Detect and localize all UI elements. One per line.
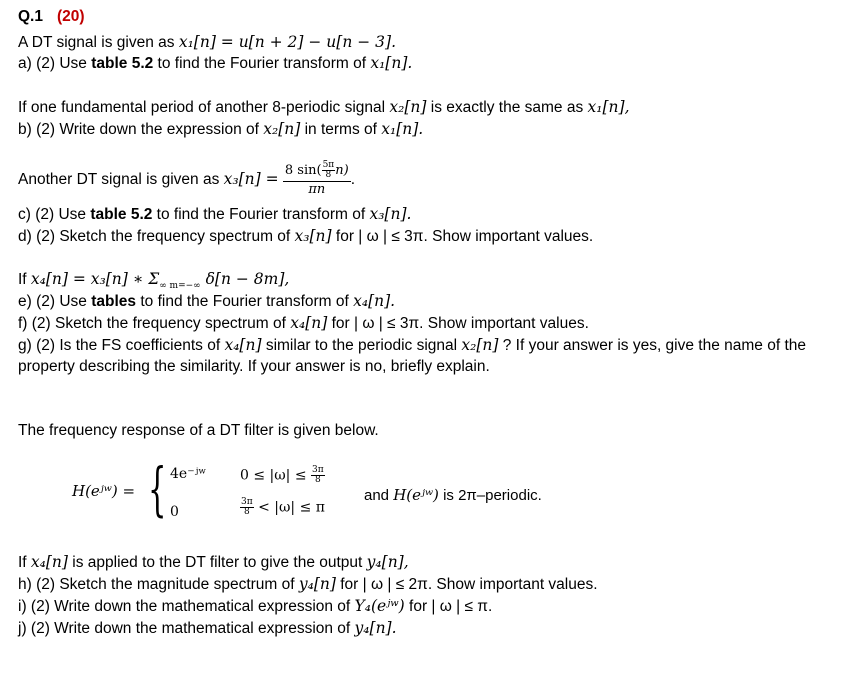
part-a-var: x₁[n]. bbox=[370, 54, 413, 72]
x3-num-tail: n) bbox=[335, 163, 349, 179]
x4-def: x₄[n] = x₃[n] ∗ Σ bbox=[30, 270, 160, 288]
part-d-prefix: d) (2) Sketch the frequency spectrum of bbox=[18, 228, 295, 245]
part-b-var1: x₂[n] bbox=[263, 120, 301, 138]
part-e-var: x₄[n]. bbox=[353, 292, 396, 310]
x3-num-head: 8 sin( bbox=[284, 163, 322, 179]
part-c-var: x₃[n]. bbox=[369, 205, 412, 223]
x4-sum-limits: ∞ m=−∞ bbox=[159, 281, 201, 292]
case2-range bbox=[240, 498, 325, 517]
part-g bbox=[18, 335, 838, 377]
part-i-prefix: i) (2) Write down the mathematical expression of bbox=[18, 598, 355, 615]
part-a-prefix: a) (2) Use bbox=[18, 55, 92, 72]
output-prefix: If bbox=[18, 554, 31, 571]
part-g-mid: similar to the periodic signal bbox=[261, 337, 462, 354]
x3-inner-bot: 8 bbox=[325, 170, 332, 181]
output-var1: x₄[n] bbox=[30, 553, 68, 571]
x4-prefix: If bbox=[18, 271, 31, 288]
question-number: Q.1 bbox=[18, 8, 43, 25]
part-e-table-ref: tables bbox=[91, 293, 137, 310]
x3-lhs: x₃[n] = bbox=[223, 170, 279, 188]
case2-range-suffix: < |ω| ≤ π bbox=[253, 499, 325, 516]
filter-intro: The frequency response of a DT filter is given below. bbox=[18, 422, 379, 439]
case2-range-top: 3π bbox=[241, 497, 253, 507]
x3-numerator bbox=[283, 161, 351, 182]
part-j-prefix: j) (2) Write down the mathematical expression of bbox=[18, 620, 355, 637]
part-a bbox=[18, 53, 412, 74]
part-d-suffix: for | ω | ≤ 3π. Show important values. bbox=[331, 228, 594, 245]
x3-denominator: πn bbox=[308, 182, 326, 198]
x2-definition-line bbox=[18, 97, 630, 118]
filter-lhs: H(eʲʷ) = bbox=[72, 482, 136, 500]
output-var2: y₄[n], bbox=[366, 553, 409, 571]
case1-range-fraction bbox=[311, 466, 325, 485]
x2-mid: is exactly the same as bbox=[426, 99, 588, 116]
x3-inner-fraction bbox=[322, 161, 336, 180]
part-i-var: Y₄(eʲʷ) bbox=[354, 597, 405, 615]
part-d-var: x₃[n] bbox=[294, 227, 332, 245]
part-b bbox=[18, 119, 423, 140]
part-b-var2: x₁[n]. bbox=[381, 120, 424, 138]
part-i-suffix: for | ω | ≤ π. bbox=[404, 598, 493, 615]
x2-var: x₂[n] bbox=[389, 98, 427, 116]
part-h-suffix: for | ω | ≤ 2π. Show important values. bbox=[335, 576, 598, 593]
filter-definition bbox=[72, 454, 632, 534]
question-header bbox=[18, 7, 85, 27]
case2-range-bot: 8 bbox=[243, 507, 250, 517]
x2-prefix: If one fundamental period of another 8-periodic signal bbox=[18, 99, 390, 116]
x3-inner-top: 5π bbox=[322, 160, 335, 171]
and-var: H(eʲʷ) bbox=[393, 486, 439, 504]
output-line bbox=[18, 552, 409, 573]
part-c-table-ref: table 5.2 bbox=[90, 206, 153, 223]
and-suffix: is 2π–periodic. bbox=[438, 487, 542, 504]
part-d bbox=[18, 226, 593, 247]
part-g-prefix: g) (2) Is the FS coefficients of bbox=[18, 337, 225, 354]
and-prefix: and bbox=[364, 487, 394, 504]
case1-range-prefix: 0 ≤ |ω| ≤ bbox=[240, 467, 312, 484]
part-h-var: y₄[n] bbox=[298, 575, 336, 593]
x3-fraction bbox=[283, 161, 351, 198]
x1-expression: x₁[n] = u[n + 2] − u[n − 3]. bbox=[178, 33, 396, 51]
case2-range-fraction bbox=[240, 498, 254, 517]
part-c-prefix: c) (2) Use bbox=[18, 206, 91, 223]
x4-definition-line bbox=[18, 269, 289, 290]
part-f-suffix: for | ω | ≤ 3π. Show important values. bbox=[327, 315, 589, 332]
x2-ref-x1: x₁[n], bbox=[587, 98, 630, 116]
part-g-var2: x₂[n] bbox=[461, 336, 499, 354]
part-e bbox=[18, 291, 395, 312]
x3-prefix: Another DT signal is given as bbox=[18, 171, 224, 188]
part-i bbox=[18, 596, 492, 617]
x3-definition-line bbox=[18, 160, 355, 199]
part-e-prefix: e) (2) Use bbox=[18, 293, 92, 310]
part-a-table-ref: table 5.2 bbox=[91, 55, 154, 72]
part-c bbox=[18, 204, 411, 225]
case1-range bbox=[240, 466, 325, 485]
part-h bbox=[18, 574, 598, 595]
part-f-var: x₄[n] bbox=[290, 314, 328, 332]
part-b-mid: in terms of bbox=[300, 121, 382, 138]
part-g-var1: x₄[n] bbox=[224, 336, 262, 354]
filter-periodicity-note bbox=[364, 486, 542, 504]
x4-def-tail: δ[n − 8m], bbox=[200, 270, 290, 288]
left-brace-symbol: { bbox=[148, 455, 167, 523]
x3-period: . bbox=[350, 171, 355, 188]
part-c-suffix: to find the Fourier transform of bbox=[152, 206, 370, 223]
question-points: (20) bbox=[56, 8, 85, 25]
part-j-var: y₄[n]. bbox=[354, 619, 397, 637]
x1-prefix: A DT signal is given as bbox=[18, 34, 179, 51]
part-j bbox=[18, 618, 397, 639]
part-f-prefix: f) (2) Sketch the frequency spectrum of bbox=[18, 315, 291, 332]
part-b-prefix: b) (2) Write down the expression of bbox=[18, 121, 264, 138]
part-f bbox=[18, 313, 589, 334]
x1-definition-line bbox=[18, 32, 396, 53]
part-g-suffix: ? If your answer is yes, give the name of the property describing the similarity. If your answer is no, briefly explain. bbox=[18, 337, 807, 375]
case1-range-bot: 8 bbox=[314, 475, 321, 485]
case2-value: 0 bbox=[170, 504, 179, 520]
output-mid: is applied to the DT filter to give the output bbox=[67, 554, 367, 571]
part-a-suffix: to find the Fourier transform of bbox=[153, 55, 371, 72]
part-h-prefix: h) (2) Sketch the magnitude spectrum of bbox=[18, 576, 299, 593]
case1-range-top: 3π bbox=[312, 465, 324, 475]
part-e-suffix: to find the Fourier transform of bbox=[136, 293, 354, 310]
case1-value: 4e⁻ʲʷ bbox=[170, 466, 207, 482]
